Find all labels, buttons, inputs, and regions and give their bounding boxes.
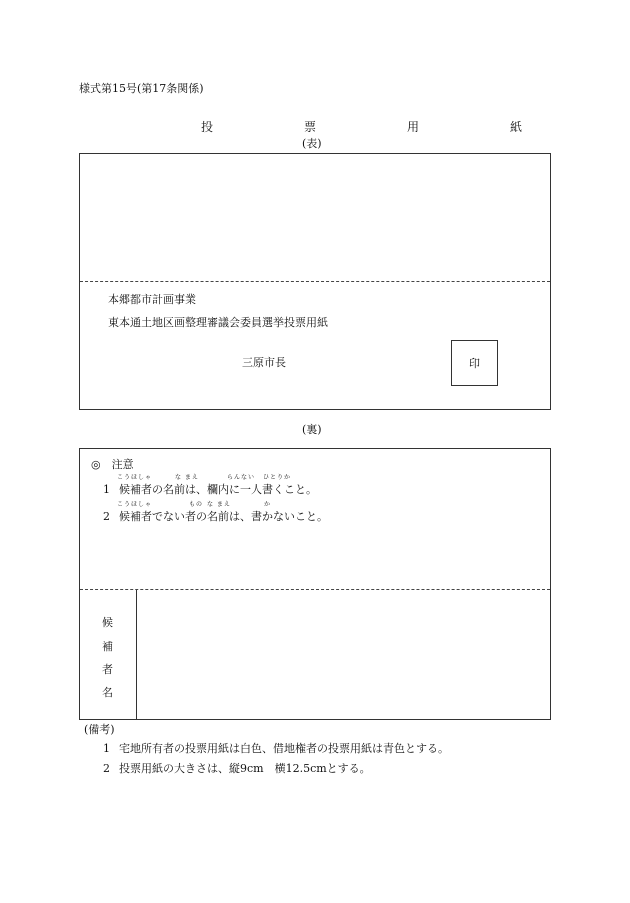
seal-box	[451, 340, 498, 386]
title-char: 紙	[510, 120, 523, 134]
note-2-number: 2	[103, 510, 110, 523]
note-2-text: 候補者でない者の名前は、書かないこと。	[119, 510, 328, 523]
note-1-text: 候補者の名前は、欄内に一人書くこと。	[119, 483, 317, 496]
candidate-label-char: 名	[102, 686, 113, 699]
ruby-rannai: らんない	[227, 474, 256, 481]
ruby-namae: な まえ	[207, 501, 231, 508]
title-char: 投	[201, 120, 214, 134]
title-char: 票	[304, 120, 317, 134]
mayor-title: 三原市長	[242, 356, 286, 369]
ruby-kouhosha: こうほしゃ	[117, 474, 153, 481]
front-label: (表)	[302, 137, 322, 150]
remarks-heading: (備考)	[84, 723, 115, 736]
form-number: 様式第15号(第17条関係)	[79, 82, 204, 95]
front-divider	[80, 281, 550, 282]
candidate-label-char: 者	[102, 663, 113, 676]
back-label: (裏)	[302, 423, 322, 436]
candidate-column-line	[136, 590, 137, 719]
ruby-mono: もの	[189, 501, 204, 508]
remark-1-text: 宅地所有者の投票用紙は白色、借地権者の投票用紙は青色とする。	[119, 742, 449, 755]
back-divider	[80, 589, 550, 590]
remark-1-number: 1	[103, 742, 110, 755]
issuer-line2: 東本通土地区画整理審議会委員選挙投票用紙	[108, 316, 328, 329]
remark-2-text: 投票用紙の大きさは、縦9cm 横12.5cmとする。	[119, 762, 371, 775]
candidate-name-field[interactable]	[138, 591, 549, 718]
candidate-label-char: 候	[102, 616, 113, 629]
candidate-label-char: 補	[102, 640, 113, 653]
title-char: 用	[407, 120, 420, 134]
notice-heading: ◎ 注意	[91, 458, 134, 471]
seal-mark: 印	[469, 357, 480, 370]
remark-2-number: 2	[103, 762, 110, 775]
ruby-kouhosha: こうほしゃ	[117, 501, 153, 508]
issuer-line1: 本郷都市計画事業	[108, 293, 196, 306]
note-1-number: 1	[103, 483, 110, 496]
ruby-hitorika: ひとりか	[263, 474, 292, 481]
ruby-ka: か	[264, 501, 272, 508]
ballot-title	[201, 121, 522, 133]
ruby-namae: な まえ	[175, 474, 199, 481]
